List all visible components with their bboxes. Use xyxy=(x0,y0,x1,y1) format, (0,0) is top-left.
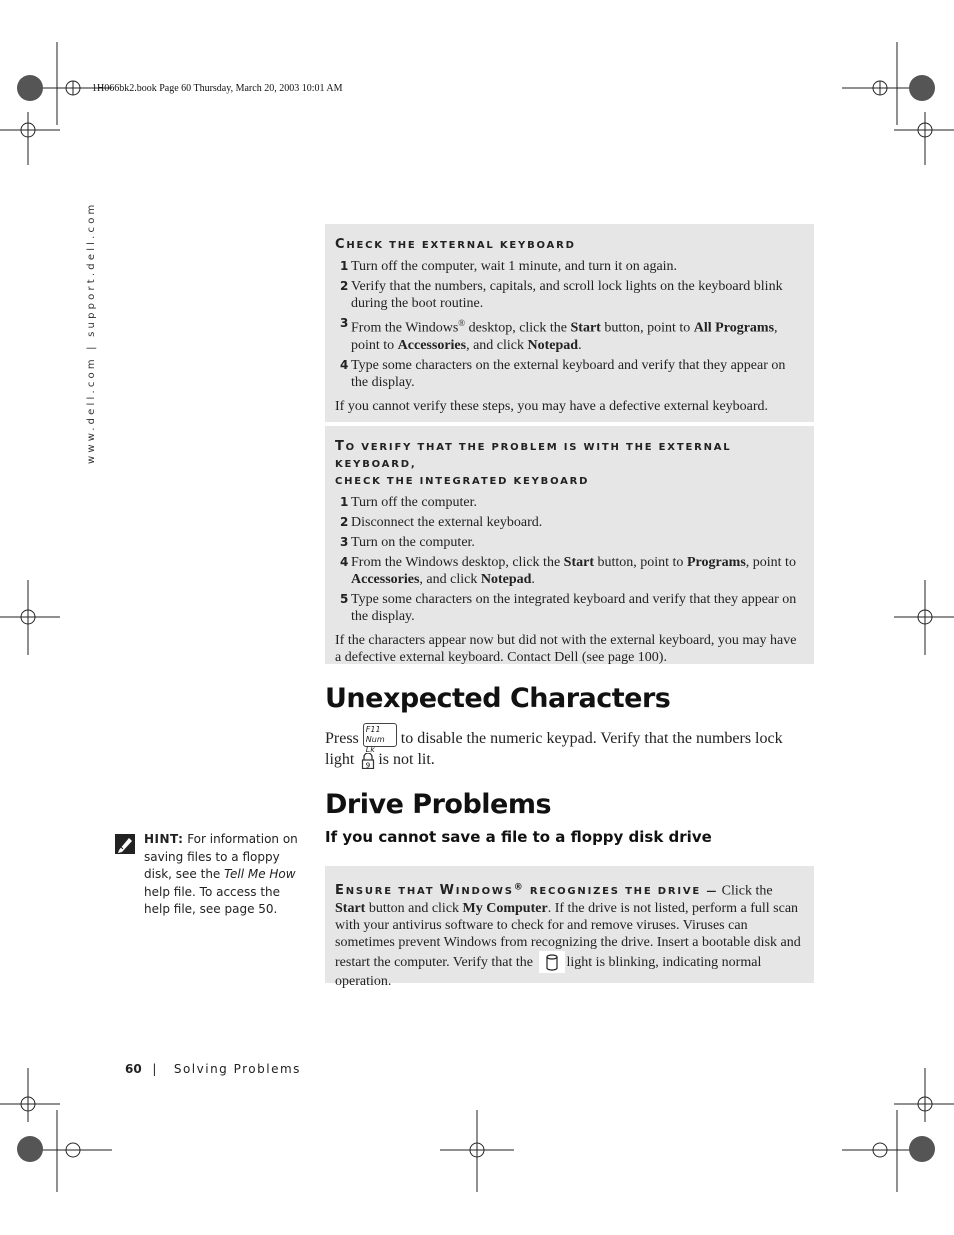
section-name: Solving Problems xyxy=(173,1062,301,1076)
side-url: www.dell.com | support.dell.com xyxy=(86,201,97,464)
unexpected-characters-heading: Unexpected Characters xyxy=(325,683,671,714)
check-external-keyboard-box xyxy=(325,224,814,422)
verify-integrated-keyboard-box xyxy=(325,426,814,664)
drive-box-text: ENSURE THAT WINDOWS® RECOGNIZES THE DRIVE — Click the Start button and click My Computer. If the drive is not listed, perform a full scan with your antivirus software to check for and remove viruses. Viruses can sometimes prevent Windows from recognizing the drive. Insert a bootable disk and restart the computer. Verify that the light is blinking, indicating normal operation. xyxy=(335,883,801,990)
box-title: TO VERIFY THAT THE PROBLEM IS WITH THE EXTERNAL KEYBOARD, CHECK THE INTEGRATED KEYBOARD xyxy=(335,439,732,487)
floppy-subheading: If you cannot save a file to a floppy disk drive xyxy=(325,828,712,846)
steps-list xyxy=(335,494,802,625)
hint-note: HINT: For information on saving files to a floppy disk, see the Tell Me How help file. To access the help file, see page 50. xyxy=(144,832,298,916)
box-note: If the characters appear now but did not with the external keyboard, you may have a defective external keyboard. Contact Dell (see page 100). xyxy=(335,633,797,665)
list-item: 1 Turn off the computer, wait 1 minute, and turn it on again. xyxy=(340,259,678,274)
header-note: 1H066bk2.book Page 60 Thursday, March 20, 2003 10:01 AM xyxy=(92,83,343,94)
list-item: 5 Type some characters on the integrated keyboard and verify that they appear on the display. xyxy=(340,592,797,624)
ensure-windows-recognizes-drive-box xyxy=(325,866,814,990)
list-item: 2 Disconnect the external keyboard. xyxy=(340,515,543,530)
list-item: 4 From the Windows desktop, click the Start button, point to Programs, point to Accessories, and click Notepad. xyxy=(340,555,796,587)
drive-problems-heading: Drive Problems xyxy=(325,789,552,820)
list-item: 2 Verify that the numbers, capitals, and scroll lock lights on the keyboard blink during the boot routine. xyxy=(340,279,783,311)
list-item: 3 Turn on the computer. xyxy=(340,535,475,550)
note-pencil-icon xyxy=(114,833,136,855)
f11-numlk-key-icon: F11 Num Lk xyxy=(363,723,397,747)
numlock-light-icon xyxy=(361,753,375,769)
box-note: If you cannot verify these steps, you may have a defective external keyboard. xyxy=(335,398,769,414)
page-number: 60 xyxy=(125,1062,142,1076)
box-title: CHECK THE EXTERNAL KEYBOARD xyxy=(335,237,576,252)
svg-text:9: 9 xyxy=(366,761,371,769)
list-item: 4 Type some characters on the external keyboard and verify that they appear on the display. xyxy=(340,357,786,390)
drive-activity-light-icon xyxy=(539,951,565,973)
list-item: 1 Turn off the computer. xyxy=(340,495,477,510)
steps-list xyxy=(335,258,802,391)
page-footer: 60 | Solving Problems xyxy=(125,1062,301,1076)
list-item: 3 From the Windows® desktop, click the Start button, point to All Programs, point to Accessories, and click Notepad. xyxy=(340,316,778,353)
unexpected-characters-text: PressF11 Num Lkto disable the numeric keypad. Verify that the numbers lock light 9 is not lit. xyxy=(325,725,783,769)
